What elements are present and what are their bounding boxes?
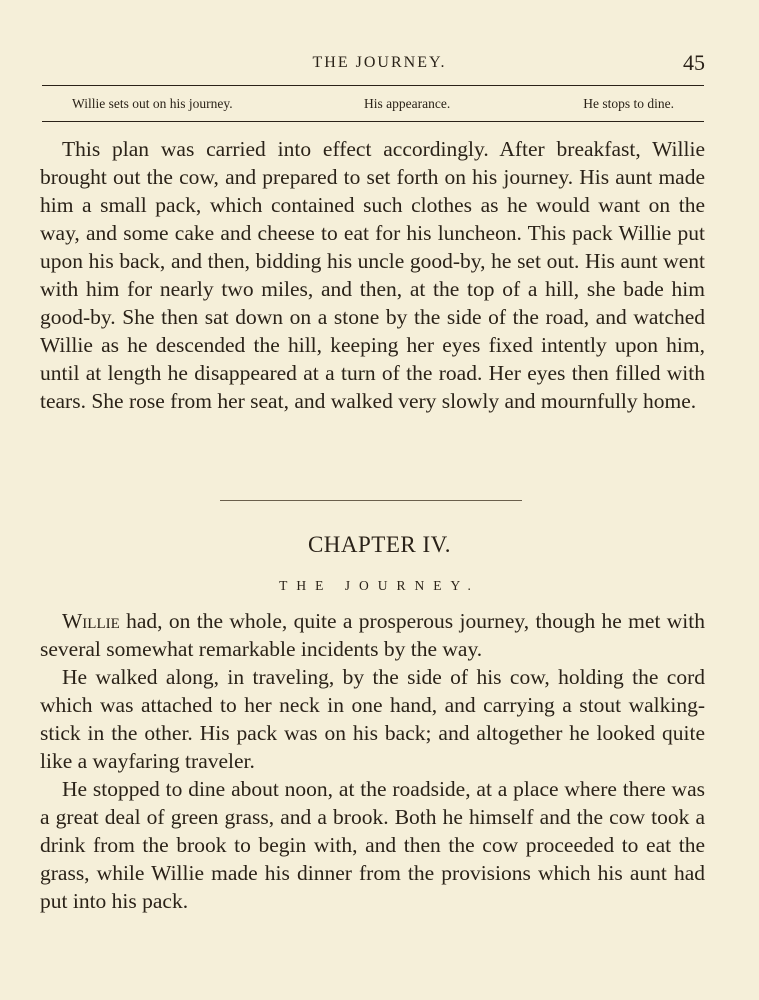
chapter-title: CHAPTER IV.	[307, 532, 452, 557]
paragraph	[40, 607, 705, 663]
opening-word: Willie	[62, 609, 120, 633]
summary-item: His appearance.	[364, 96, 451, 111]
section-separator	[220, 500, 522, 501]
summary-bottom-rule	[42, 121, 704, 122]
summary-top-rule	[42, 85, 704, 86]
paragraph: He walked along, in traveling, by the side of his cow, holding the cord which was attached to her neck in one hand, and carrying a stout walking-stick in the other. His pack was on his back; and altogether he looked quite like a wayfaring traveler.	[40, 665, 705, 773]
paragraph: This plan was carried into effect accordingly. After breakfast, Willie brought out the cow, and prepared to set forth on his journey. His aunt made him a small pack, which contained such clothes as he would want on the way, and some cake and cheese to eat for his luncheon. This pack Willie put upon his back, and then, bidding his uncle good-by, he set out. His aunt went with him for nearly two miles, and then, at the top of a hill, she bade him good-by. She then sat down on a stone by the side of the road, and watched Willie as he descended the hill, keeping her eyes fixed intently upon him, until at length he disappeared at a turn of the road. Her eyes then filled with tears. She rose from her seat, and walked very slowly and mournfully home.	[40, 137, 705, 413]
paragraph-text: had, on the whole, quite a prosperous journey, though he met with several somewhat remarkable incidents by the way.	[40, 609, 705, 661]
paragraph: He stopped to dine about noon, at the roadside, at a place where there was a great deal of green grass, and a brook. Both he himself and the cow took a drink from the brook to begin with, and then the cow proceeded to eat the grass, while Willie made his dinner from the provisions which his aunt had put into his pack.	[40, 777, 705, 913]
page-number: 45	[683, 50, 705, 75]
chapter-summary-line	[42, 96, 704, 114]
chapter-text-block	[40, 607, 705, 915]
summary-item: He stops to dine.	[583, 96, 674, 111]
running-title: THE JOURNEY.	[312, 54, 447, 71]
summary-item: Willie sets out on his journey.	[72, 96, 233, 111]
chapter-subtitle: THE JOURNEY.	[279, 578, 480, 593]
running-head	[0, 50, 759, 78]
body-text-block	[40, 135, 705, 415]
